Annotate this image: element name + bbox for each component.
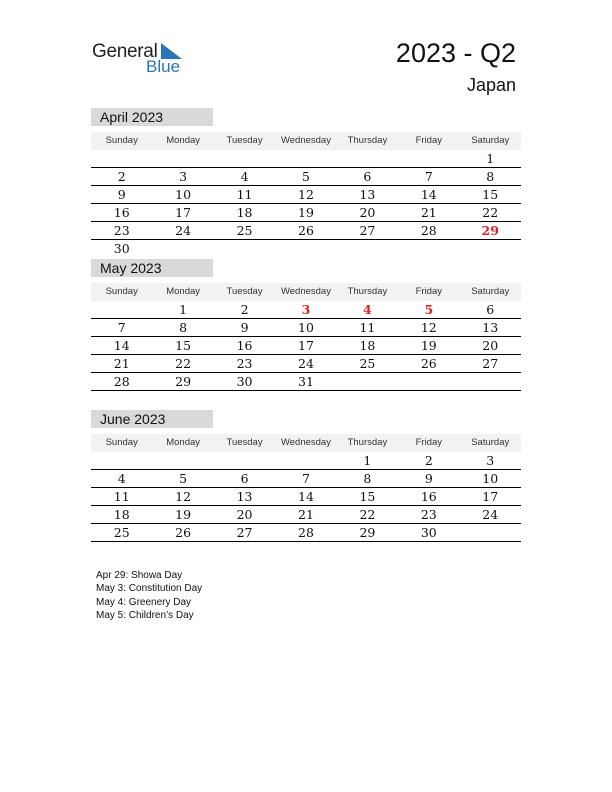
day-cell <box>214 150 275 167</box>
day-cell: 30 <box>236 374 253 389</box>
day-cell: 23 <box>113 223 130 238</box>
month-label: April 2023 <box>91 108 213 126</box>
day-cell <box>460 240 521 258</box>
weekday-header: Saturday <box>471 437 510 448</box>
day-cell <box>337 150 398 167</box>
day-cell: 9 <box>117 187 126 202</box>
day-cell: 27 <box>482 356 499 371</box>
day-cell <box>460 524 521 541</box>
weekday-header: Thursday <box>347 437 388 448</box>
day-cell: 2 <box>240 302 249 317</box>
month-block <box>91 410 521 542</box>
day-cell: 2 <box>424 453 433 468</box>
week-row <box>91 506 521 524</box>
day-cell: 14 <box>420 187 437 202</box>
day-cell: 18 <box>236 205 253 220</box>
day-cell: 14 <box>113 338 130 353</box>
day-cell: 21 <box>420 205 437 220</box>
day-cell: 21 <box>113 356 130 371</box>
day-cell <box>398 150 459 167</box>
page-title: 2023 - Q2 <box>395 38 516 68</box>
day-cell: 27 <box>359 223 376 238</box>
day-cell: 20 <box>482 338 499 353</box>
day-cell: 10 <box>175 187 192 202</box>
day-cell: 24 <box>482 507 499 522</box>
day-cell: 16 <box>113 205 130 220</box>
day-cell: 11 <box>113 489 130 504</box>
day-cell <box>91 301 152 318</box>
week-row <box>91 222 521 240</box>
day-cell: 15 <box>359 489 376 504</box>
day-cell <box>214 452 275 469</box>
weekday-header: Monday <box>166 286 201 297</box>
day-cell: 1 <box>486 151 495 166</box>
day-cell: 2 <box>117 169 126 184</box>
day-cell: 12 <box>298 187 314 202</box>
day-cell: 4 <box>363 302 372 317</box>
week-row <box>91 470 521 488</box>
day-cell: 1 <box>363 453 372 468</box>
week-row <box>91 524 521 542</box>
day-cell: 19 <box>420 338 437 353</box>
weekday-header: Friday <box>415 437 443 448</box>
week-row <box>91 452 521 470</box>
day-cell: 7 <box>117 320 126 335</box>
day-cell: 21 <box>298 507 314 522</box>
day-cell: 26 <box>420 356 437 371</box>
weekday-header: Sunday <box>105 286 138 297</box>
day-cell: 24 <box>175 223 192 238</box>
day-cell: 3 <box>301 302 311 317</box>
day-cell <box>275 150 336 167</box>
week-row <box>91 488 521 506</box>
day-cell: 5 <box>424 302 434 317</box>
day-cell: 10 <box>298 320 314 335</box>
day-cell: 26 <box>298 223 314 238</box>
weekday-header: Monday <box>166 135 201 146</box>
week-row <box>91 240 521 258</box>
weekday-header-row <box>91 283 521 301</box>
weekday-header: Tuesday <box>226 437 263 448</box>
day-cell <box>398 240 459 258</box>
month-block <box>91 108 521 258</box>
weekday-header: Tuesday <box>226 135 263 146</box>
day-cell: 10 <box>482 471 499 486</box>
day-cell <box>91 452 152 469</box>
day-cell: 12 <box>175 489 192 504</box>
day-cell: 3 <box>486 453 495 468</box>
day-cell: 13 <box>482 320 499 335</box>
day-cell: 31 <box>298 374 314 389</box>
weekday-header: Sunday <box>105 135 138 146</box>
day-cell <box>152 150 213 167</box>
day-cell: 12 <box>420 320 437 335</box>
day-cell: 30 <box>420 525 437 540</box>
day-cell: 6 <box>486 302 495 317</box>
day-cell: 20 <box>236 507 253 522</box>
day-cell: 27 <box>236 525 253 540</box>
day-cell: 13 <box>236 489 253 504</box>
day-cell: 6 <box>240 471 249 486</box>
day-cell: 4 <box>117 471 126 486</box>
weekday-header: Friday <box>415 286 443 297</box>
day-cell: 18 <box>113 507 130 522</box>
day-cell: 4 <box>240 169 249 184</box>
day-cell: 14 <box>298 489 314 504</box>
day-cell: 25 <box>359 356 376 371</box>
day-cell: 28 <box>420 223 437 238</box>
day-cell: 5 <box>302 169 310 184</box>
day-cell: 17 <box>175 205 192 220</box>
week-row <box>91 373 521 391</box>
month-label: May 2023 <box>91 259 213 277</box>
day-cell: 6 <box>363 169 372 184</box>
weekday-header: Friday <box>415 135 443 146</box>
generalblue-logo <box>92 40 192 80</box>
weekday-header: Wednesday <box>280 286 331 297</box>
day-cell: 25 <box>236 223 253 238</box>
week-row <box>91 150 521 168</box>
day-cell: 15 <box>175 338 192 353</box>
day-cell: 9 <box>240 320 249 335</box>
logo-general-text: General <box>92 41 158 62</box>
day-cell: 7 <box>302 471 310 486</box>
day-cell: 16 <box>420 489 437 504</box>
weekday-header-row <box>91 434 521 452</box>
week-row <box>91 337 521 355</box>
day-cell: 22 <box>175 356 192 371</box>
week-row <box>91 301 521 319</box>
day-cell <box>275 452 336 469</box>
week-row <box>91 355 521 373</box>
day-cell: 8 <box>363 471 372 486</box>
day-cell <box>460 373 521 390</box>
weekday-header: Saturday <box>471 286 510 297</box>
weekday-header: Thursday <box>347 286 388 297</box>
day-cell: 22 <box>359 507 376 522</box>
day-cell <box>337 240 398 258</box>
weekday-header: Thursday <box>347 135 388 146</box>
day-cell: 7 <box>424 169 433 184</box>
holiday-note: Apr 29: Showa Day <box>96 570 183 581</box>
day-cell: 28 <box>113 374 130 389</box>
week-row <box>91 168 521 186</box>
day-cell: 5 <box>179 471 188 486</box>
month-block <box>91 259 521 391</box>
day-cell <box>214 240 275 258</box>
holiday-note: May 4: Greenery Day <box>96 596 192 608</box>
day-cell: 1 <box>179 302 188 317</box>
month-label: June 2023 <box>91 410 213 428</box>
week-row <box>91 186 521 204</box>
week-row <box>91 319 521 337</box>
day-cell: 23 <box>236 356 253 371</box>
day-cell: 8 <box>486 169 495 184</box>
weekday-header: Wednesday <box>280 135 331 146</box>
day-cell <box>337 373 398 390</box>
holiday-notes <box>96 569 202 622</box>
day-cell: 13 <box>359 187 376 202</box>
weekday-header-row <box>91 132 521 150</box>
day-cell: 26 <box>175 525 192 540</box>
week-row <box>91 204 521 222</box>
day-cell: 11 <box>359 320 376 335</box>
day-cell: 15 <box>482 187 499 202</box>
day-cell: 28 <box>298 525 314 540</box>
holiday-note: May 5: Children’s Day <box>96 609 194 621</box>
day-cell: 29 <box>175 374 192 389</box>
day-cell <box>275 240 336 258</box>
weekday-header: Sunday <box>105 437 138 448</box>
day-cell <box>152 452 213 469</box>
weekday-header: Monday <box>166 437 201 448</box>
logo-blue-text: Blue <box>146 57 181 76</box>
day-cell: 24 <box>298 356 314 371</box>
day-cell: 17 <box>482 489 499 504</box>
day-cell <box>91 150 152 167</box>
weekday-header: Saturday <box>471 135 510 146</box>
day-cell: 19 <box>175 507 192 522</box>
holiday-note: May 3: Constitution Day <box>96 583 203 595</box>
day-cell: 16 <box>236 338 253 353</box>
weekday-header: Tuesday <box>226 286 263 297</box>
day-cell: 8 <box>179 320 188 335</box>
day-cell: 22 <box>482 205 499 220</box>
day-cell: 17 <box>298 338 314 353</box>
day-cell <box>152 240 213 258</box>
day-cell: 20 <box>359 205 376 220</box>
day-cell: 29 <box>481 223 499 238</box>
weekday-header: Wednesday <box>280 437 331 448</box>
day-cell: 3 <box>179 169 188 184</box>
day-cell: 30 <box>113 241 130 256</box>
day-cell <box>398 373 459 390</box>
day-cell: 19 <box>298 205 314 220</box>
country-name: Japan <box>466 75 516 95</box>
day-cell: 29 <box>359 525 376 540</box>
day-cell: 18 <box>359 338 376 353</box>
day-cell: 11 <box>236 187 253 202</box>
day-cell: 25 <box>113 525 130 540</box>
day-cell: 23 <box>420 507 437 522</box>
day-cell: 9 <box>424 471 433 486</box>
